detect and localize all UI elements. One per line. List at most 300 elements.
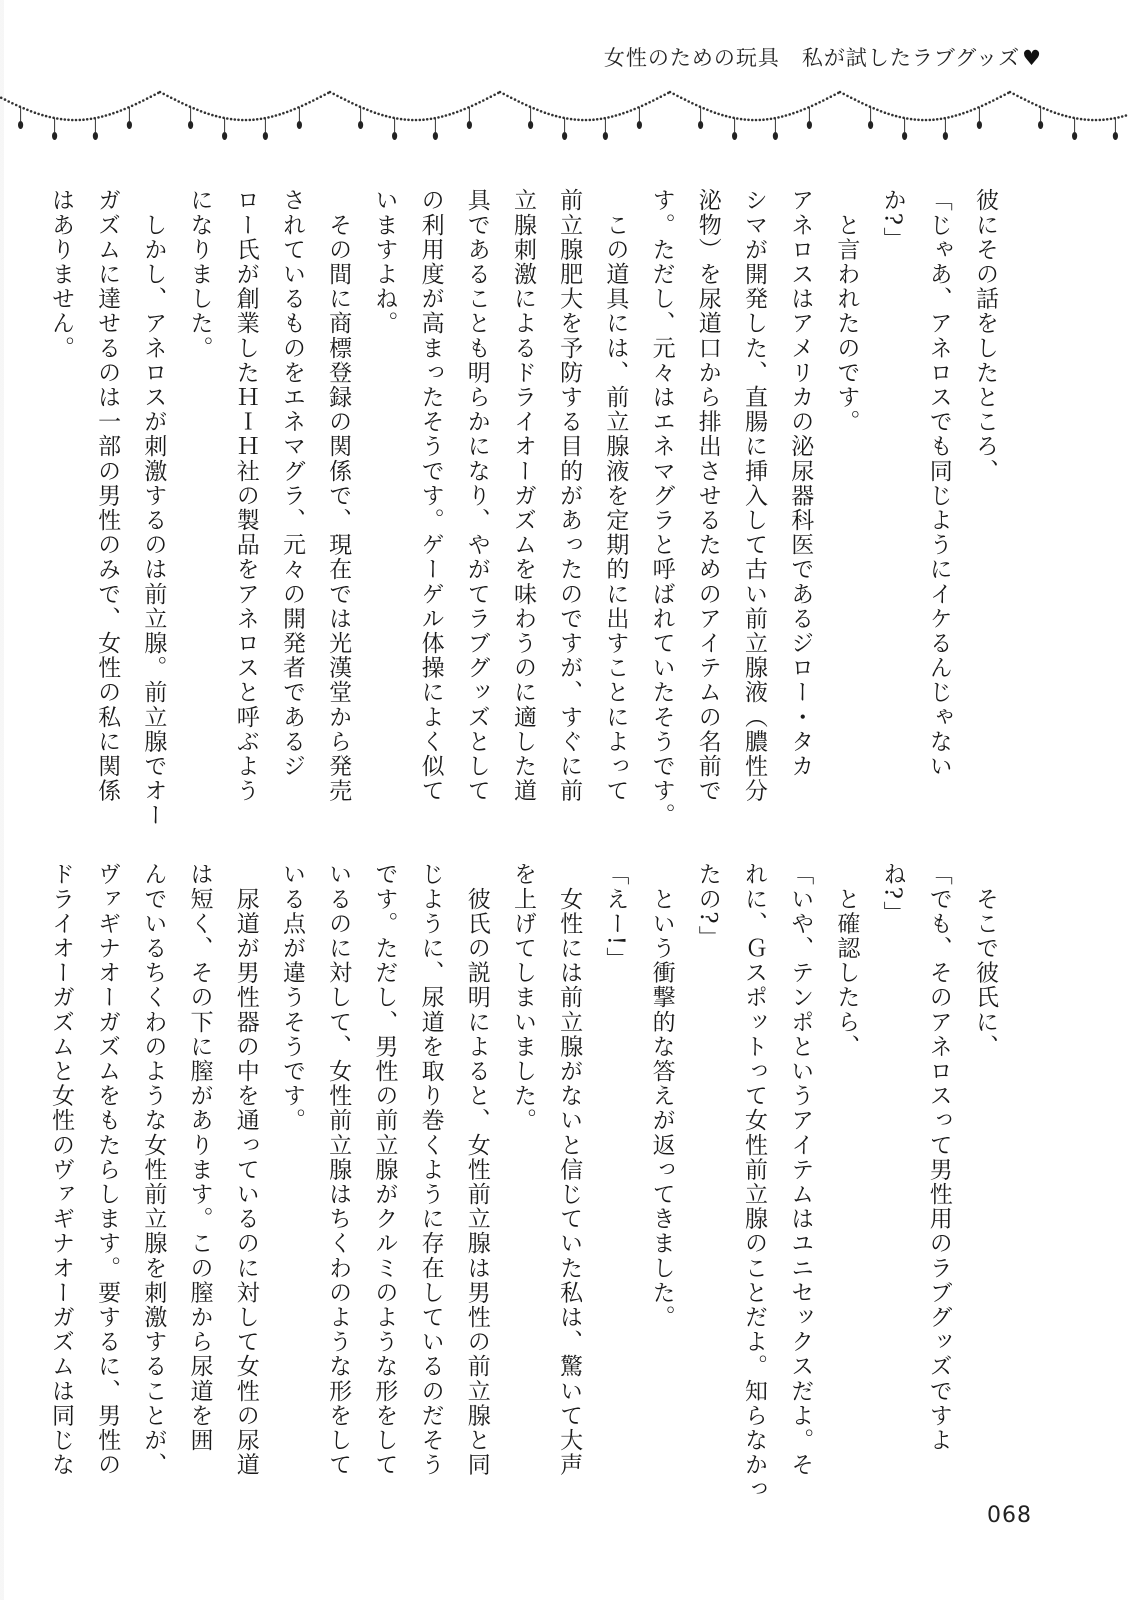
- garland-dot: [7, 100, 10, 103]
- garland-dot: [1065, 115, 1068, 118]
- garland-dot: [669, 91, 672, 94]
- garland-dot: [751, 119, 754, 122]
- garland-dot: [517, 100, 520, 103]
- garland-dot: [192, 107, 195, 110]
- garland-dot: [1069, 116, 1072, 119]
- garland-dot: [116, 111, 119, 114]
- text-line: いる点が違うそうです。: [278, 862, 305, 1133]
- garland-dot: [910, 118, 913, 121]
- garland-dot: [645, 103, 648, 106]
- garland-dot: [400, 118, 403, 121]
- garland-dot: [652, 99, 655, 102]
- heart-icon: ♥: [1022, 46, 1042, 70]
- garland-dot: [876, 109, 879, 112]
- garland-dot: [1099, 119, 1102, 122]
- garland-dot: [404, 118, 407, 121]
- garland-dot: [788, 113, 791, 116]
- garland-dot: [97, 116, 100, 119]
- light-bulb-icon: [93, 132, 98, 140]
- garland-dot: [305, 103, 308, 106]
- garland-dot: [1091, 119, 1094, 122]
- garland-dot: [555, 115, 558, 118]
- garland-dot: [490, 95, 493, 98]
- garland-dot: [744, 118, 747, 121]
- garland-dot: [1102, 118, 1105, 121]
- garland-dot: [570, 118, 573, 121]
- garland-dot: [1110, 118, 1113, 121]
- garland-dot: [4, 98, 7, 101]
- garland-dot: [792, 112, 795, 115]
- text-line: になりました。: [186, 188, 213, 361]
- garland-dot: [355, 104, 358, 107]
- garland-dot: [970, 109, 973, 112]
- text-line: と言われたのです。: [833, 188, 860, 434]
- garland-dot: [973, 108, 976, 111]
- garland-dot: [456, 111, 459, 114]
- text-line: ロー氏が創業したＨＩＨ社の製品をアネロスと呼ぶよう: [232, 188, 259, 803]
- garland-dot: [676, 95, 679, 98]
- garland-dot: [441, 115, 444, 118]
- text-line: ガズムに達せるのは一部の男性のみで、女性の私に関係: [94, 188, 121, 803]
- garland-dot: [615, 114, 618, 117]
- garland-dot: [71, 119, 74, 122]
- text-line: を上げてしまいました。: [509, 862, 536, 1133]
- text-line: 前立腺肥大を予防する目的があったのですが、すぐに前: [556, 188, 583, 803]
- garland-dot: [951, 115, 954, 118]
- garland-dot: [607, 116, 610, 119]
- garland-dot: [985, 103, 988, 106]
- garland-dot: [895, 115, 898, 118]
- garland-dot: [445, 114, 448, 117]
- garland-dot: [293, 108, 296, 111]
- garland-dot: [463, 108, 466, 111]
- garland-dot: [521, 102, 524, 105]
- garland-dot: [581, 119, 584, 122]
- garland-dot: [830, 95, 833, 98]
- garland-dot: [1000, 95, 1003, 98]
- garland-dot: [185, 104, 188, 107]
- garland-dot: [680, 97, 683, 100]
- garland-dot: [854, 98, 857, 101]
- garland-dot: [880, 110, 883, 113]
- garland-dot: [101, 115, 104, 118]
- garland-dot: [162, 93, 165, 96]
- text-line: しかし、アネロスが刺激するのは前立腺。前立腺でオー: [140, 188, 167, 828]
- light-bulb-icon: [188, 121, 193, 129]
- text-line: いますよね。: [371, 188, 398, 336]
- text-line: 女性には前立腺がないと信じていた私は、驚いて大声: [556, 862, 583, 1477]
- garland-dot: [547, 113, 550, 116]
- garland-dot: [56, 117, 59, 120]
- text-line: そこで彼氏に、: [972, 862, 998, 1059]
- running-header: [604, 42, 1042, 72]
- text-line: されているものをエネマグラ、元々の開発者であるジ: [278, 188, 305, 779]
- garland-dot: [826, 97, 829, 100]
- garland-dot: [344, 98, 347, 101]
- garland-dot: [596, 118, 599, 121]
- garland-dot: [1095, 119, 1098, 122]
- garland-dot: [0, 97, 3, 100]
- garland-dot: [196, 109, 199, 112]
- light-bulb-icon: [392, 132, 397, 140]
- garland-dot: [800, 109, 803, 112]
- garland-dot: [389, 116, 392, 119]
- garland-dot: [544, 111, 547, 114]
- light-bulb-icon: [732, 132, 737, 140]
- garland-dot: [861, 102, 864, 105]
- garland-dot: [781, 115, 784, 118]
- garland-dot: [396, 117, 399, 120]
- garland-dot: [702, 107, 705, 110]
- garland-dot: [226, 117, 229, 120]
- garland-dot: [75, 119, 78, 122]
- garland-dot: [822, 99, 825, 102]
- text-line: 「じゃあ、アネロスでも同じようにイケるんじゃない: [925, 188, 952, 779]
- light-bulb-icon: [52, 132, 57, 140]
- garland-dot: [992, 99, 995, 102]
- text-line: 「でも、そのアネロスって男性用のラブグッズですよ: [925, 862, 952, 1453]
- garland-dot: [30, 110, 33, 113]
- light-bulb-icon: [902, 132, 907, 140]
- garland-dot: [385, 115, 388, 118]
- garland-dot: [1061, 114, 1064, 117]
- garland-dot: [131, 105, 134, 108]
- garland-dot: [105, 114, 108, 117]
- light-bulb-icon: [943, 132, 948, 140]
- text-line: と確認したら、: [833, 862, 860, 1059]
- garland-dot: [618, 113, 621, 116]
- text-line: 具であることも明らかになり、やがてラブグッズとして: [463, 188, 490, 803]
- garland-dot: [755, 119, 758, 122]
- garland-dot: [884, 111, 887, 114]
- garland-dot: [811, 105, 814, 108]
- text-line: じように、尿道を取り巻くように存在しているのだそう: [417, 862, 444, 1477]
- garland-dot: [347, 100, 350, 103]
- garland-dot: [633, 108, 636, 111]
- light-bulb-icon: [222, 132, 227, 140]
- text-line: 立腺刺激によるドライオーガズムを味わうのに適した道: [509, 188, 536, 803]
- garland-dot: [34, 111, 37, 114]
- garland-dot: [204, 111, 207, 114]
- garland-dot: [174, 98, 177, 101]
- garland-dot: [1035, 104, 1038, 107]
- garland-dot: [574, 118, 577, 121]
- garland-dot: [839, 91, 842, 94]
- garland-dot: [256, 118, 259, 121]
- garland-dot: [181, 102, 184, 105]
- garland-dot: [249, 119, 252, 122]
- garland-dot: [850, 97, 853, 100]
- garland-dot: [914, 118, 917, 121]
- garland-dot: [200, 110, 203, 113]
- garland-dot: [45, 115, 48, 118]
- garland-dot: [170, 97, 173, 100]
- garland-dot: [312, 99, 315, 102]
- light-bulb-icon: [773, 132, 778, 140]
- garland-dot: [1054, 111, 1057, 114]
- garland-dot: [1050, 110, 1053, 113]
- garland-dot: [540, 110, 543, 113]
- garland-dot: [747, 119, 750, 122]
- garland-dot: [482, 99, 485, 102]
- text-line: 彼にその話をしたところ、: [972, 188, 998, 484]
- garland-dot: [142, 99, 145, 102]
- light-bulb-icon: [637, 121, 642, 129]
- garland-dot: [600, 118, 603, 121]
- garland-dot: [648, 101, 651, 104]
- garland-dot: [323, 94, 326, 97]
- garland-dot: [150, 95, 153, 98]
- garland-dot: [419, 119, 422, 122]
- garland-dot: [514, 98, 517, 101]
- garland-dot: [1016, 95, 1019, 98]
- garland-dot: [663, 94, 666, 97]
- text-line: ドライオーガズムと女性のヴァギナオーガズムは同じな: [47, 862, 74, 1477]
- garland-dot: [592, 118, 595, 121]
- garland-dot: [940, 118, 943, 121]
- garland-dot: [112, 112, 115, 115]
- garland-dot: [415, 119, 418, 122]
- garland-dot: [925, 119, 928, 122]
- garland-dot: [921, 119, 924, 122]
- garland-dot: [41, 114, 44, 117]
- garland-dot: [82, 118, 85, 121]
- garland-dot: [332, 93, 335, 96]
- garland-dot: [729, 116, 732, 119]
- garland-dot: [278, 113, 281, 116]
- garland-dot: [86, 118, 89, 121]
- page-edge-rule: [0, 0, 4, 1600]
- garland-dot: [22, 107, 25, 110]
- garland-dot: [857, 100, 860, 103]
- garland-dot: [966, 111, 969, 114]
- garland-dot: [267, 116, 270, 119]
- garland-dot: [135, 103, 138, 106]
- text-line: 彼氏の説明によると、女性前立腺は男性の前立腺と同: [463, 862, 490, 1477]
- garland-dot: [177, 100, 180, 103]
- garland-dot: [559, 116, 562, 119]
- garland-dot: [525, 104, 528, 107]
- garland-dot: [60, 118, 63, 121]
- garland-dot: [672, 93, 675, 96]
- text-line: す。ただし、元々はエネマグラと呼ばれていたそうです。: [648, 188, 675, 828]
- garland-dot: [241, 119, 244, 122]
- garland-dot: [499, 91, 502, 94]
- garland-dot: [1027, 100, 1030, 103]
- garland-dot: [159, 91, 162, 94]
- garland-dot: [336, 95, 339, 98]
- garland-dot: [777, 116, 780, 119]
- running-header-text: 女性のための玩具 私が試したラブグッズ: [603, 46, 1021, 70]
- light-bulb-icon: [868, 121, 873, 129]
- garland-dot: [1020, 97, 1023, 100]
- garland-dot: [891, 114, 894, 117]
- garland-dot: [626, 111, 629, 114]
- text-block-bottom: [47, 862, 1008, 1502]
- garland-dot: [1031, 102, 1034, 105]
- garland-dot: [684, 98, 687, 101]
- garland-dot: [770, 118, 773, 121]
- garland-dot: [725, 115, 728, 118]
- garland-dot: [803, 108, 806, 111]
- garland-dot: [947, 116, 950, 119]
- garland-dot: [275, 114, 278, 117]
- garland-dot: [717, 113, 720, 116]
- garland-dot: [362, 107, 365, 110]
- light-bulb-icon: [1113, 132, 1118, 140]
- garland-dot: [796, 111, 799, 114]
- garland-dot: [660, 95, 663, 98]
- garland-dot: [510, 97, 513, 100]
- text-line: ね?」: [879, 862, 906, 926]
- garland-dot: [656, 97, 659, 100]
- text-line: は短く、その下に膣があります。この膣から尿道を囲: [186, 862, 213, 1453]
- garland-dot: [49, 116, 52, 119]
- garland-dot: [215, 115, 218, 118]
- light-bulb-icon: [358, 121, 363, 129]
- text-line: んでいるちくわのような女性前立腺を刺激することが、: [140, 862, 167, 1477]
- garland-dot: [1080, 118, 1083, 121]
- garland-dot: [37, 113, 40, 116]
- garland-dot: [865, 104, 868, 107]
- light-bulb-icon: [433, 132, 438, 140]
- garland-dot: [502, 93, 505, 96]
- string-lights-garland: [0, 86, 1128, 156]
- garland-dot: [551, 114, 554, 117]
- garland-dot: [955, 114, 958, 117]
- text-line: シマが開発した、直腸に挿入して古い前立腺液（膿性分: [740, 188, 767, 803]
- garland-dot: [906, 117, 909, 120]
- garland-dot: [641, 105, 644, 108]
- garland-dot: [67, 119, 70, 122]
- garland-dot: [252, 118, 255, 121]
- garland-dot: [290, 109, 293, 112]
- garland-dot: [766, 118, 769, 121]
- garland-dot: [108, 113, 111, 116]
- garland-dot: [486, 97, 489, 100]
- text-line: という衝撃的な答えが返ってきました。: [648, 862, 675, 1330]
- garland-dot: [1087, 119, 1090, 122]
- garland-dot: [710, 110, 713, 113]
- garland-dot: [872, 107, 875, 110]
- text-line: の利用度が高まったそうです。ゲーゲル体操によく似て: [417, 188, 444, 803]
- garland-dot: [351, 102, 354, 105]
- garland-dot: [577, 119, 580, 122]
- garland-dot: [301, 105, 304, 108]
- garland-dot: [785, 114, 788, 117]
- garland-dot: [691, 102, 694, 105]
- garland-dot: [120, 109, 123, 112]
- light-bulb-icon: [467, 121, 472, 129]
- garland-dot: [230, 118, 233, 121]
- garland-dot: [1003, 94, 1006, 97]
- garland-dot: [407, 119, 410, 122]
- garland-dot: [932, 118, 935, 121]
- garland-dot: [589, 119, 592, 122]
- garland-dot: [687, 100, 690, 103]
- garland-dot: [15, 104, 18, 107]
- light-bulb-icon: [18, 121, 23, 129]
- garland-dot: [422, 118, 425, 121]
- garland-dot: [1057, 113, 1060, 116]
- garland-dot: [1046, 109, 1049, 112]
- garland-dot: [381, 114, 384, 117]
- garland-dot: [981, 105, 984, 108]
- garland-dot: [478, 101, 481, 104]
- garland-dot: [630, 109, 633, 112]
- garland-dot: [762, 118, 765, 121]
- text-line: はありません。: [47, 188, 74, 361]
- garland-dot: [430, 118, 433, 121]
- text-line: れに、Ｇスポットって女性前立腺のことだよ。知らなかっ: [740, 862, 767, 1502]
- garland-dot: [706, 109, 709, 112]
- garland-dot: [611, 115, 614, 118]
- garland-dot: [123, 108, 126, 111]
- garland-dot: [721, 114, 724, 117]
- light-bulb-icon: [528, 121, 533, 129]
- light-bulb-icon: [297, 121, 302, 129]
- garland-dot: [1009, 91, 1012, 94]
- garland-dot: [962, 112, 965, 115]
- garland-dot: [842, 93, 845, 96]
- garland-dot: [245, 119, 248, 122]
- garland-dot: [237, 119, 240, 122]
- light-bulb-icon: [127, 121, 132, 129]
- garland-dot: [818, 101, 821, 104]
- text-line: ヴァギナオーガズムをもたらします。要するに、男性の: [94, 862, 121, 1477]
- garland-dot: [64, 118, 67, 121]
- garland-dot: [138, 101, 141, 104]
- text-line: いるのに対して、女性前立腺はちくわのような形をして: [325, 862, 352, 1477]
- garland-dot: [90, 118, 93, 121]
- light-bulb-icon: [1072, 132, 1077, 140]
- garland-dot: [166, 95, 169, 98]
- garland-dot: [958, 113, 961, 116]
- garland-dot: [759, 119, 762, 122]
- garland-dot: [996, 97, 999, 100]
- garland-dot: [340, 97, 343, 100]
- garland-dot: [736, 117, 739, 120]
- garland-dot: [1076, 117, 1079, 120]
- garland-dot: [695, 104, 698, 107]
- garland-dot: [146, 97, 149, 100]
- garland-dot: [1106, 118, 1109, 121]
- garland-dot: [308, 101, 311, 104]
- garland-dot: [411, 119, 414, 122]
- garland-dot: [917, 119, 920, 122]
- garland-dot: [815, 103, 818, 106]
- garland-dot: [740, 118, 743, 121]
- garland-dot: [471, 105, 474, 108]
- garland-dot: [271, 115, 274, 118]
- text-line: か?」: [879, 188, 906, 252]
- light-bulb-icon: [1038, 121, 1043, 129]
- light-bulb-icon: [698, 121, 703, 129]
- garland-dot: [460, 109, 463, 112]
- light-bulb-icon: [562, 132, 567, 140]
- garland-dot: [929, 119, 932, 122]
- garland-dot: [211, 114, 214, 117]
- garland-dot: [714, 111, 717, 114]
- garland-dot: [1042, 107, 1045, 110]
- garland-dot: [234, 118, 237, 121]
- garland-dot: [493, 94, 496, 97]
- garland-dot: [936, 118, 939, 121]
- garland-dot: [988, 101, 991, 104]
- garland-dot: [286, 111, 289, 114]
- garland-dot: [370, 110, 373, 113]
- text-line: たの?」: [694, 862, 721, 950]
